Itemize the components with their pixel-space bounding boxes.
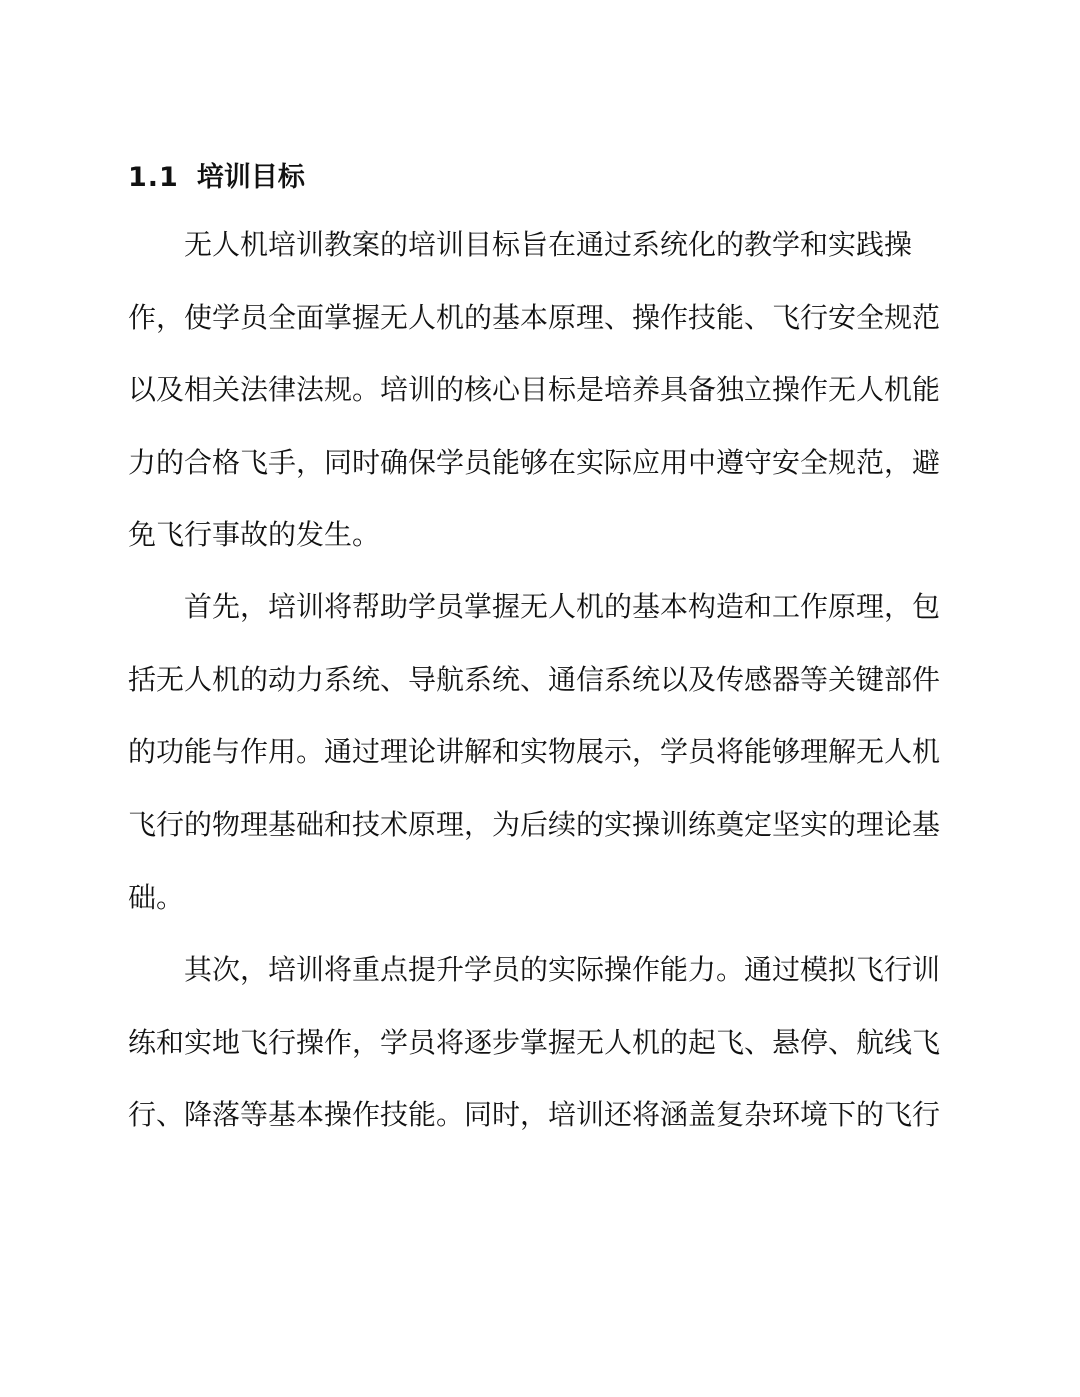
paragraph-3-line-3: 行、降落等基本操作技能。同时，培训还将涵盖复杂环境下的飞行 — [128, 1098, 941, 1131]
section-heading — [128, 156, 948, 200]
paragraph-1-line-5: 免飞行事故的发生。 — [128, 518, 381, 551]
section-title: 培训目标 — [196, 162, 305, 193]
paragraph-1-line-2: 作，使学员全面掌握无人机的基本原理、操作技能、飞行安全规范 — [128, 301, 941, 334]
section-number: 1.1 — [128, 162, 179, 193]
paragraph-2-line-3: 的功能与作用。通过理论讲解和实物展示，学员将能够理解无人机 — [128, 735, 941, 768]
paragraph-2-line-2: 括无人机的动力系统、导航系统、通信系统以及传感器等关键部件 — [128, 663, 941, 696]
paragraph-2-line-5: 础。 — [128, 881, 185, 914]
paragraph-2-line-4: 飞行的物理基础和技术原理，为后续的实操训练奠定坚实的理论基 — [128, 808, 941, 841]
paragraph-1-line-1: 无人机培训教案的培训目标旨在通过系统化的教学和实践操 — [184, 228, 913, 261]
paragraph-1-line-4: 力的合格飞手，同时确保学员能够在实际应用中遵守安全规范，避 — [128, 446, 941, 479]
paragraph-3-line-1: 其次，培训将重点提升学员的实际操作能力。通过模拟飞行训 — [184, 953, 941, 986]
paragraph-1-line-3: 以及相关法律法规。培训的核心目标是培养具备独立操作无人机能 — [128, 373, 941, 406]
paragraph-2-line-1: 首先，培训将帮助学员掌握无人机的基本构造和工作原理，包 — [184, 590, 941, 623]
paragraph-3-line-2: 练和实地飞行操作，学员将逐步掌握无人机的起飞、悬停、航线飞 — [128, 1026, 941, 1059]
